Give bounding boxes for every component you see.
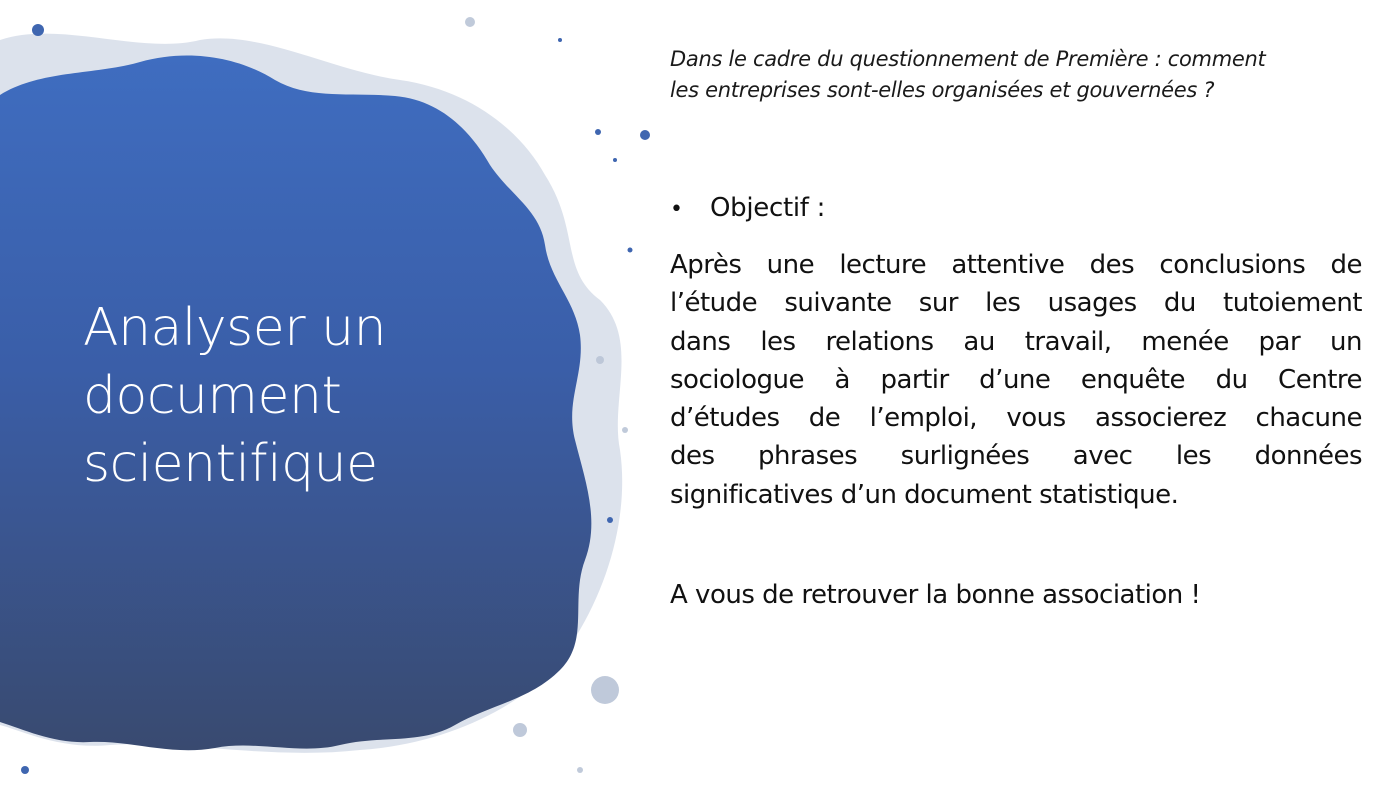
instructions-paragraph [670,246,1362,514]
instructions-line: des phrases surlignées avec les données [670,441,1362,472]
instructions-line: d’études de l’emploi, vous associerez chacune [670,403,1362,434]
slide-title [83,294,523,498]
instructions-line: dans les relations au travail, menée par un [670,326,1362,357]
title-line: Analyser un [83,298,387,358]
bullet-icon: • [670,197,683,222]
objective-bullet [670,193,825,223]
instructions-line: l’étude suivante sur les usages du tutoiement [670,288,1362,319]
objective-label: Objectif : [710,193,826,223]
call-to-action: A vous de retrouver la bonne association ! [670,580,1201,610]
context-question [670,44,1370,106]
context-line: les entreprises sont-elles organisées et gouvernées ? [670,78,1215,102]
instructions-line: sociologue à partir d’une enquête du Centre [670,364,1362,395]
instructions-line: Après une lecture attentive des conclusions de [670,250,1362,280]
context-line: Dans le cadre du questionnement de Première : comment [670,47,1266,71]
title-line: document [83,366,342,426]
title-line: scientifique [83,434,378,494]
instructions-line: significatives d’un document statistique. [670,479,1179,510]
